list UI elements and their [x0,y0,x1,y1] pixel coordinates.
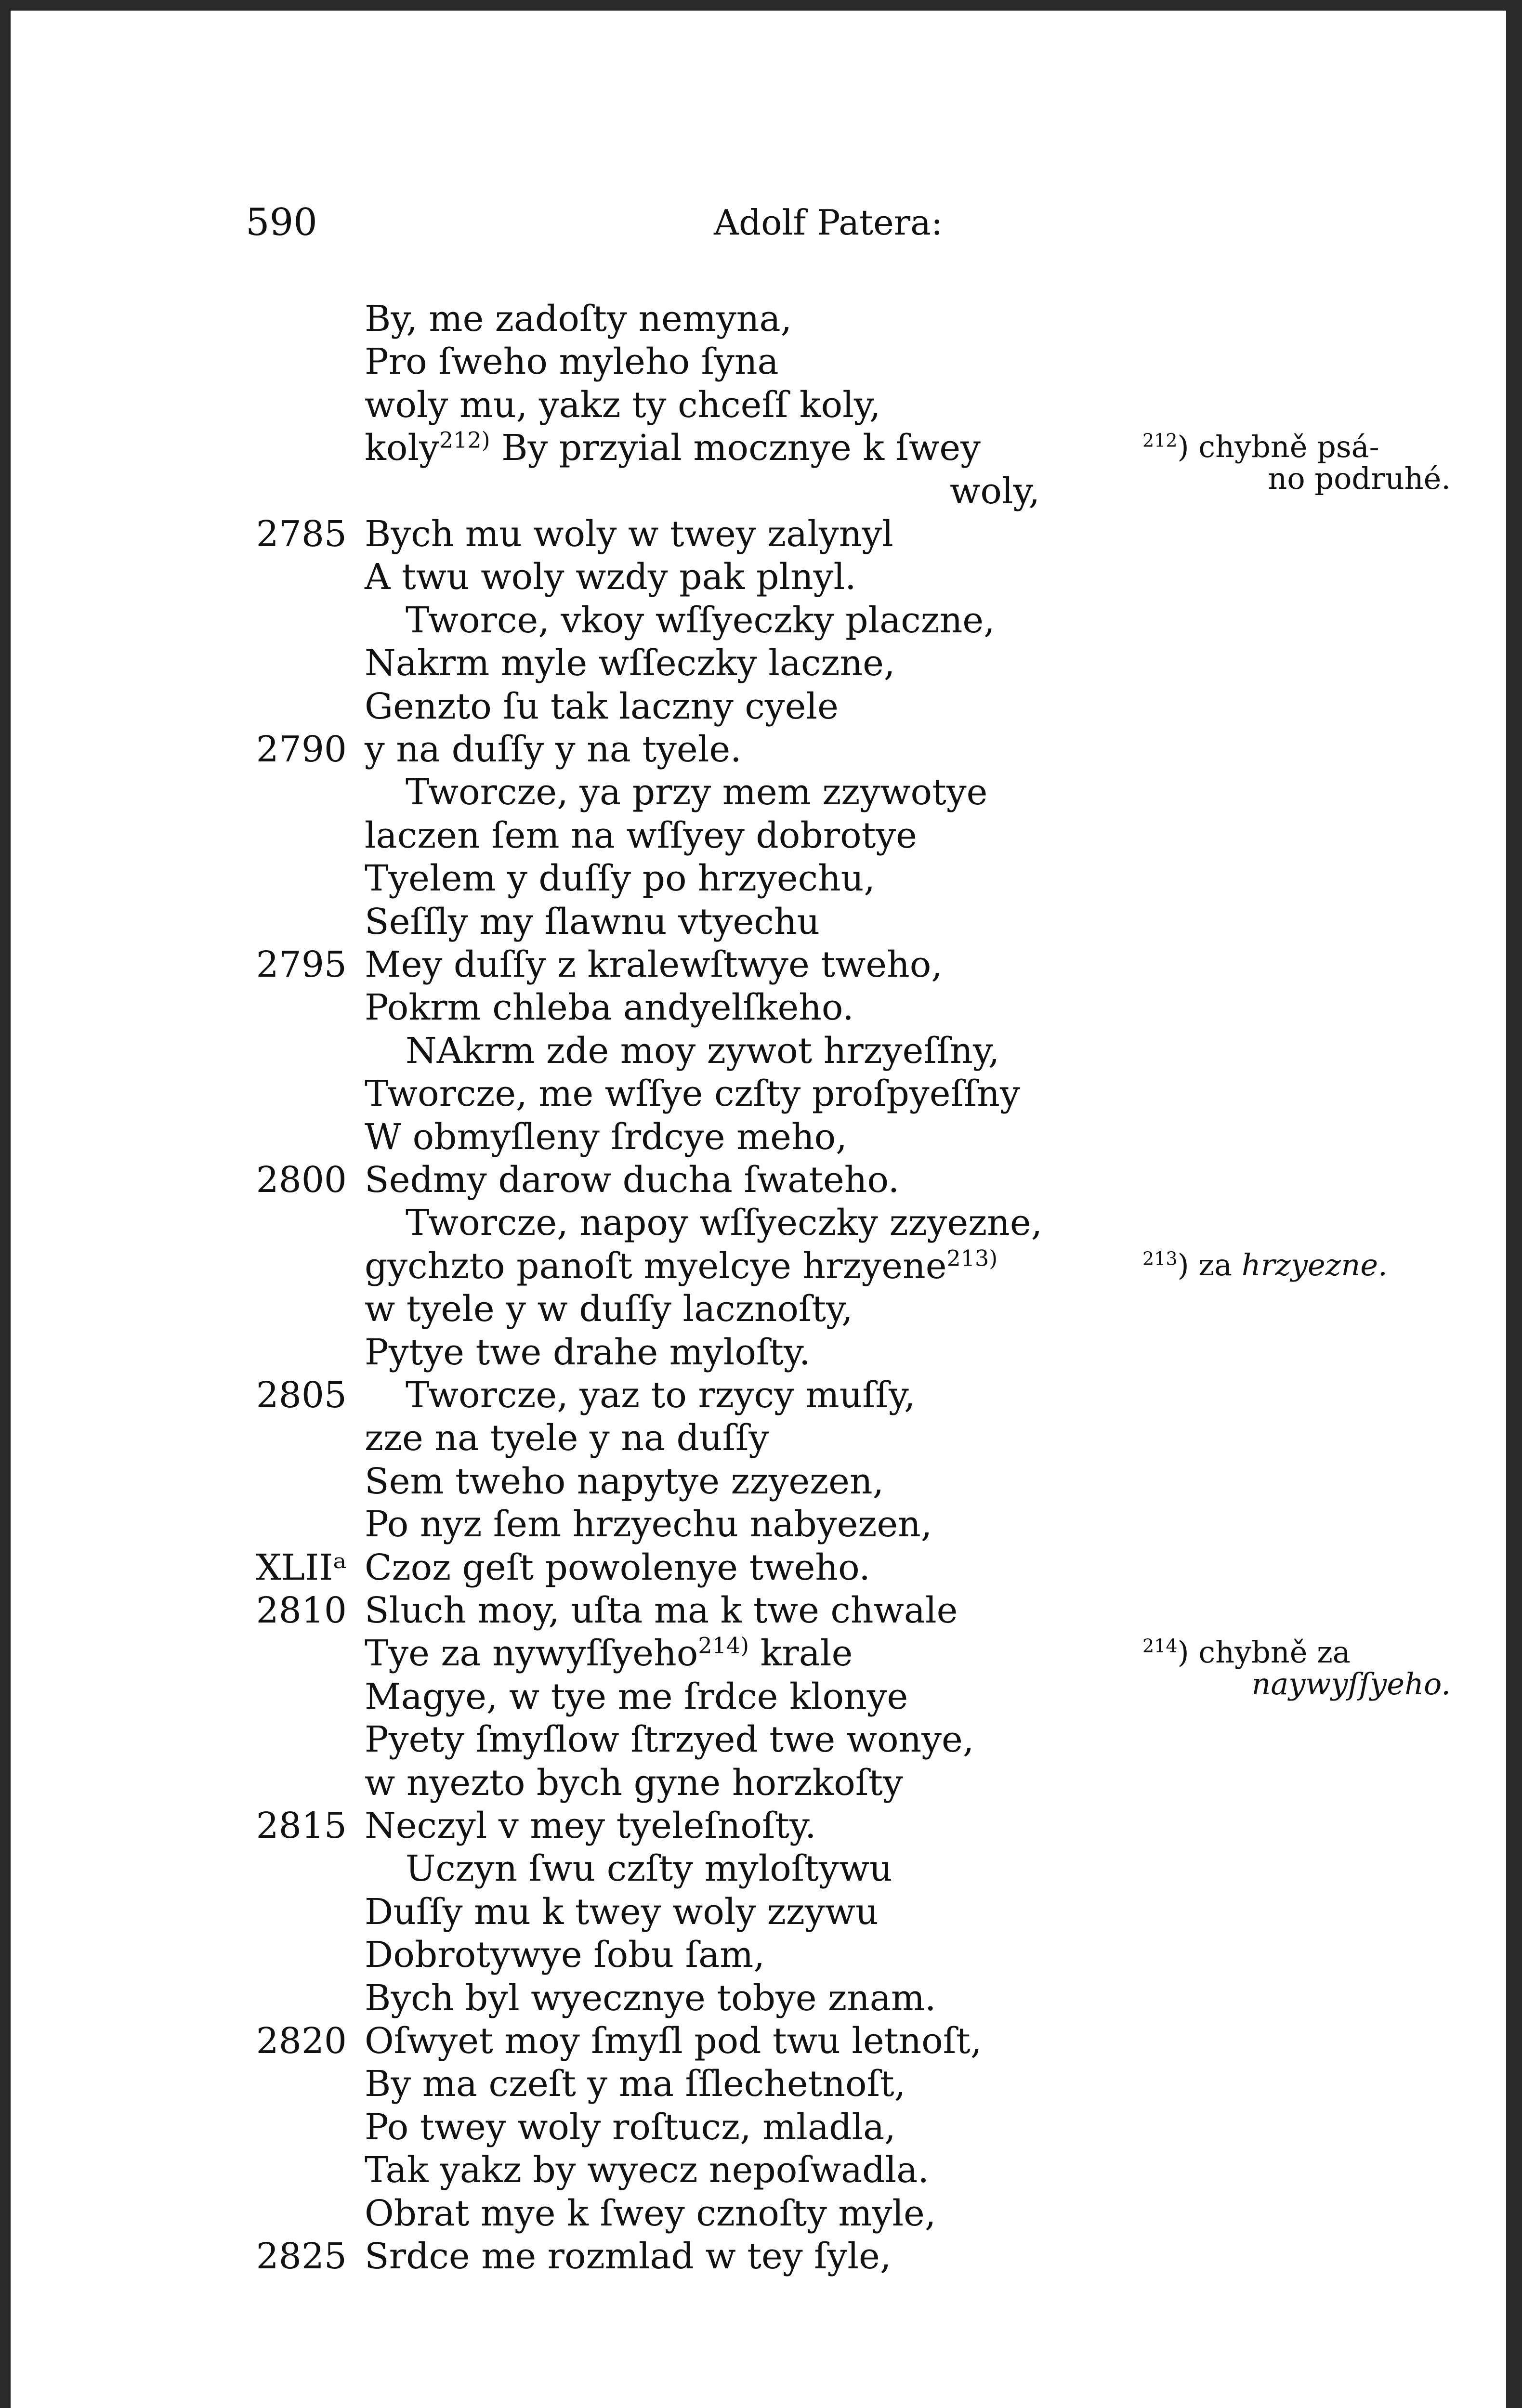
line-text: Nakrm myle wſſeczky laczne, [365,642,895,684]
line-number: 2815 [256,1805,347,1846]
verse-line [11,1374,1506,1417]
verse-line [11,1158,1506,1202]
verse-line [11,1460,1506,1503]
line-text: woly, [950,470,1040,512]
verse-line [11,1287,1506,1331]
line-text: Mey duſſy z kralewſtwye tweho, [365,944,943,985]
line-text: Magye, w tye me ſrdce klonye [365,1675,908,1717]
verse-line [11,297,1506,340]
running-head: Adolf Patera: [714,202,943,243]
line-text: A twu woly wzdy pak plnyl. [365,556,856,598]
line-text: Oſwyet moy ſmyſl pod twu letnoſt, [365,2020,982,2062]
verse-line [11,641,1506,685]
verse-body [11,11,1506,2408]
page [11,11,1506,2408]
line-text: Genzto ſu tak laczny cyele [365,685,839,727]
line-text: Tworcze, yaz to rzycy muſſy, [406,1374,916,1416]
verse-line [11,1804,1506,1847]
verse-line [11,1718,1506,1761]
line-number: 2805 [256,1374,347,1416]
line-text: W obmyſleny ſrdcye meho, [365,1116,847,1158]
verse-line [11,2148,1506,2192]
line-text: Bych byl wyecznye tobye znam. [365,1977,936,2019]
footnote-marker: 213) [946,1245,998,1271]
line-text: Pro ſweho myleho ſyna [365,341,779,383]
verse-line [11,599,1506,642]
line-text: w nyezto bych gyne horzkoſty [365,1762,903,1804]
line-number: 2820 [256,2020,347,2062]
line-number: 2800 [256,1159,347,1201]
verse-line [11,814,1506,857]
line-text: koly$^{212)}$ By przyial mocznye k ſwey [365,427,981,469]
line-text: Tworce, vkoy wſſyeczky placzne, [406,599,995,641]
footnote: $^{214}$) chybně za naywyſſyeho. [1142,1635,1451,1702]
line-number: 2825 [256,2236,347,2277]
line-text: Bych mu woly w twey zalynyl [365,513,893,555]
footnote-marker: 214) [698,1632,749,1659]
line-text: gychzto panoſt myelcye hrzyene$^{213)}$ [365,1245,998,1287]
verse-line [11,1890,1506,1934]
line-text: By ma czeſt y ma ſſlechetnoſt, [365,2063,906,2105]
line-text: Po twey woly roſtucz, mladla, [365,2106,896,2148]
line-number: 2790 [256,729,347,770]
line-text: Tworcze, me wſſye czſty proſpyeſſny [365,1073,1020,1115]
line-text: y na duſſy y na tyele. [365,729,742,770]
line-text: NAkrm zde moy zywot hrzyeſſny, [406,1030,1000,1072]
verse-line [11,555,1506,599]
line-number: 2785 [256,513,347,555]
line-text: Neczyl v mey tyeleſnoſty. [365,1805,816,1846]
line-text: Pyety ſmyſlow ſtrzyed twe wonye, [365,1719,974,1761]
verse-line [11,1847,1506,1890]
line-text: Duſſy mu k twey woly zzywu [365,1891,879,1933]
line-number: XLIIᵃ [256,1546,347,1588]
line-text: By, me zadoſty nemyna, [365,298,792,340]
footnote: $^{213}$) za hrzyezne. [1142,1247,1388,1283]
verse-line [11,383,1506,427]
verse-line [11,512,1506,556]
verse-line [11,728,1506,771]
verse-line [11,1761,1506,1805]
verse-line [11,1201,1506,1244]
line-text: Po nyz ſem hrzyechu nabyezen, [365,1504,932,1545]
footnote: $^{212}$) chybně psá- no podruhé. [1142,429,1451,497]
line-text: Uczyn ſwu czſty myloſtywu [406,1848,892,1890]
verse-line [11,2235,1506,2278]
verse-line [11,1331,1506,1374]
verse-line [11,2192,1506,2235]
verse-line [11,1546,1506,1589]
line-text: zze na tyele y na duſſy [365,1417,769,1459]
verse-line [11,685,1506,728]
verse-line [11,1503,1506,1546]
line-text: Sedmy darow ducha ſwateho. [365,1159,900,1201]
line-text: Obrat mye k ſwey cznoſty myle, [365,2192,936,2234]
line-text: Pytye twe drahe myloſty. [365,1331,811,1373]
line-text: Pokrm chleba andyelſkeho. [365,987,854,1029]
line-text: Tye za nywyſſyeho$^{214)}$ krale [365,1632,853,1675]
verse-line [11,943,1506,986]
verse-line [11,1029,1506,1073]
verse-line [11,986,1506,1029]
line-text: Dobrotywye ſobu ſam, [365,1934,765,1976]
line-number: 2810 [256,1590,347,1631]
line-text: Tyelem y duſſy po hrzyechu, [365,858,875,900]
line-text: Tworcze, napoy wſſyeczky zzyezne, [406,1202,1043,1244]
verse-line [11,2062,1506,2106]
verse-line [11,1589,1506,1632]
verse-line [11,340,1506,383]
verse-line [11,771,1506,814]
line-text: Tworcze, ya przy mem zzywotye [406,772,988,813]
line-text: w tyele y w duſſy lacznoſty, [365,1288,853,1330]
line-number: 2795 [256,944,347,985]
verse-line [11,2019,1506,2063]
line-text: Sluch moy, uſta ma k twe chwale [365,1590,958,1631]
line-text: woly mu, yakz ty chceſſ koly, [365,384,881,426]
verse-line [11,1072,1506,1115]
verse-line [11,1416,1506,1460]
line-text: laczen ſem na wſſyey dobrotye [365,814,917,856]
line-text: Tak yakz by wyecz nepoſwadla. [365,2149,929,2191]
verse-line [11,2106,1506,2149]
verse-line [11,1976,1506,2020]
verse-line [11,900,1506,943]
page-number: 590 [246,201,317,244]
footnote-marker: 212) [439,427,490,453]
line-text: Srdce me rozmlad w tey ſyle, [365,2236,892,2277]
line-text: Seſſly my ſlawnu vtyechu [365,901,820,942]
verse-line [11,1115,1506,1159]
verse-line [11,857,1506,900]
line-text: Sem tweho napytye zzyezen, [365,1460,884,1502]
verse-line [11,1933,1506,1976]
line-text: Czoz geſt powolenye tweho. [365,1546,870,1588]
